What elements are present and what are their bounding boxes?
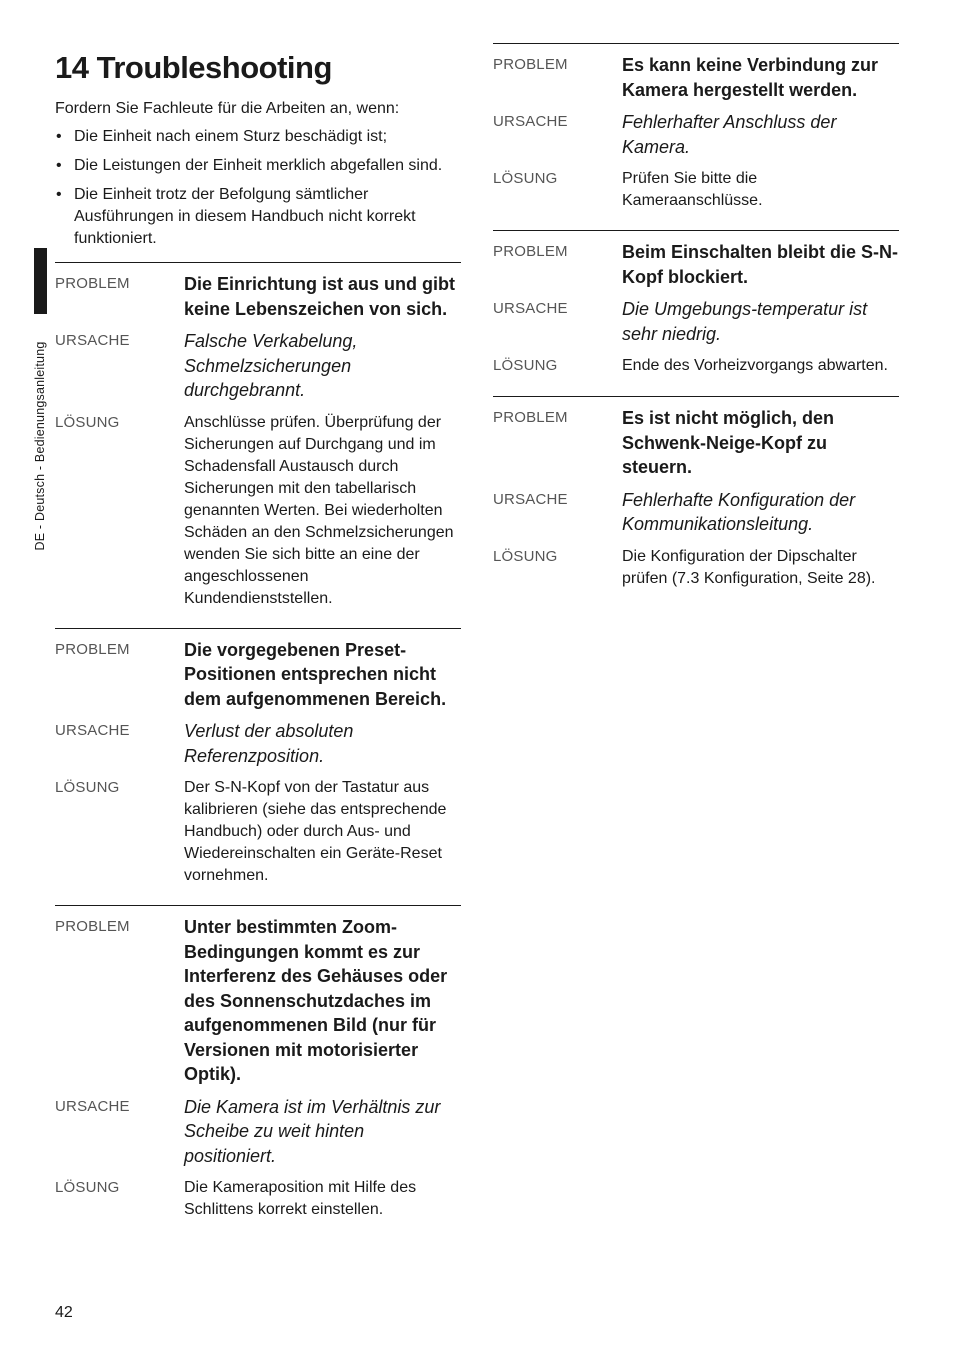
bullet-icon: •	[56, 157, 62, 174]
problem-label: PROBLEM	[493, 243, 568, 260]
bullet-text: Die Leistungen der Einheit merklich abgefallen sind.	[74, 157, 443, 174]
problem-label: PROBLEM	[493, 409, 568, 426]
solution-text: Ende des Vorheizvorgangs abwarten.	[622, 357, 888, 374]
problem-label: PROBLEM	[55, 640, 130, 658]
solution-text: Die Kameraposition mit Hilfe des Schlittens korrekt einstellen.	[184, 1179, 417, 1218]
problem-text: Es ist nicht möglich, den Schwenk-Neige-Kopf zu steuern.	[622, 408, 835, 477]
cause-label: URSACHE	[493, 113, 568, 130]
solution-label: LÖSUNG	[55, 413, 120, 431]
list-item	[55, 155, 461, 177]
problem-text: Es kann keine Verbindung zur Kamera hergestellt werden.	[622, 55, 879, 100]
cause-row	[493, 488, 899, 537]
cause-label: URSACHE	[55, 722, 130, 739]
side-marker-bar	[34, 248, 47, 314]
problem-label: PROBLEM	[55, 918, 130, 935]
page-number: 42	[55, 1304, 73, 1321]
list-item	[55, 184, 461, 250]
problem-row	[493, 406, 899, 480]
solution-row	[493, 545, 899, 590]
troubleshooting-block	[493, 230, 899, 396]
solution-text: Der S-N-Kopf von der Tastatur aus kalibrieren (siehe das entsprechende Handbuch) oder durch Aus- und Wiedereinschalten ein Geräte-Reset vornehmen.	[184, 779, 447, 884]
cause-text: Die Kamera ist im Verhältnis zur Scheibe zu weit hinten positioniert.	[184, 1096, 441, 1166]
bullet-text: Die Einheit trotz der Befolgung sämtlicher Ausführungen in diesem Handbuch nicht korrekt funktioniert.	[74, 186, 416, 247]
solution-row	[55, 411, 461, 610]
right-column	[493, 43, 899, 608]
solution-row	[493, 354, 899, 378]
cause-text: Fehlerhafter Anschluss der Kamera.	[622, 112, 837, 157]
cause-row	[493, 110, 899, 159]
cause-text: Die Umgebungs-temperatur ist sehr niedrig.	[622, 299, 868, 344]
bullet-list	[55, 126, 461, 250]
page-title: 14 Troubleshooting	[55, 50, 332, 85]
cause-text: Fehlerhafte Konfiguration der Kommunikationsleitung.	[622, 489, 856, 534]
cause-text: Falsche Verkabelung, Schmelzsicherungen durchgebrannt.	[184, 331, 358, 400]
solution-row	[55, 776, 461, 887]
troubleshooting-block	[493, 43, 899, 230]
bullet-text: Die Einheit nach einem Sturz beschädigt ist;	[74, 128, 388, 145]
intro-text: Fordern Sie Fachleute für die Arbeiten an, wenn:	[55, 100, 400, 117]
cause-label: URSACHE	[55, 332, 130, 349]
problem-text: Unter bestimmten Zoom-Bedingungen kommt es zur Interferenz des Gehäuses oder des Sonnenschutzdaches im aufgenommenen Bild (nur für Versionen mit motorisierter Optik).	[184, 917, 448, 1084]
solution-text: Anschlüsse prüfen. Überprüfung der Sicherungen auf Durchgang und im Schadensfall Austausch durch Sicherungen mit den tabellarisch genannten Werten. Bei wiederholten Schäden an den Schmelzsicherungen wenden Sie sich bitte an eine der angeschlossenen Kundendienststellen.	[184, 413, 454, 607]
cause-label: URSACHE	[493, 490, 568, 508]
solution-label: LÖSUNG	[493, 170, 558, 187]
problem-label: PROBLEM	[55, 275, 130, 292]
solution-label: LÖSUNG	[493, 547, 558, 565]
problem-row	[493, 53, 899, 102]
problem-row	[55, 638, 461, 712]
cause-label: URSACHE	[55, 1097, 130, 1115]
solution-label: LÖSUNG	[493, 357, 558, 374]
solution-row	[55, 1176, 461, 1221]
left-column	[55, 0, 461, 1239]
cause-label: URSACHE	[493, 300, 568, 317]
solution-row	[493, 167, 899, 212]
cause-row	[55, 329, 461, 403]
problem-text: Die Einrichtung ist aus und gibt keine Lebenszeichen von sich.	[184, 274, 456, 319]
problem-row	[55, 272, 461, 321]
cause-row	[55, 1095, 461, 1169]
problem-row	[493, 240, 899, 289]
problem-text: Beim Einschalten bleibt die S-N-Kopf blockiert.	[622, 242, 899, 287]
problem-label: PROBLEM	[493, 56, 568, 73]
solution-text: Die Konfiguration der Dipschalter prüfen (7.3 Konfiguration, Seite 28).	[622, 547, 876, 587]
cause-row	[55, 719, 461, 768]
cause-row	[493, 297, 899, 346]
solution-label: LÖSUNG	[55, 779, 120, 796]
list-item	[55, 126, 461, 148]
bullet-icon: •	[56, 186, 62, 203]
problem-row	[55, 915, 461, 1087]
solution-text: Prüfen Sie bitte die Kameraanschlüsse.	[622, 170, 763, 209]
troubleshooting-block	[55, 905, 461, 1239]
cause-text: Verlust der absoluten Referenzposition.	[184, 721, 354, 766]
solution-label: LÖSUNG	[55, 1179, 120, 1196]
troubleshooting-block	[493, 396, 899, 608]
problem-text: Die vorgegebenen Preset-Positionen entsprechen nicht dem aufgenommenen Bereich.	[184, 639, 447, 709]
troubleshooting-block	[55, 628, 461, 906]
side-label: DE - Deutsch - Bedienungsanleitung	[33, 341, 47, 551]
troubleshooting-block	[55, 262, 461, 628]
bullet-icon: •	[56, 128, 62, 145]
